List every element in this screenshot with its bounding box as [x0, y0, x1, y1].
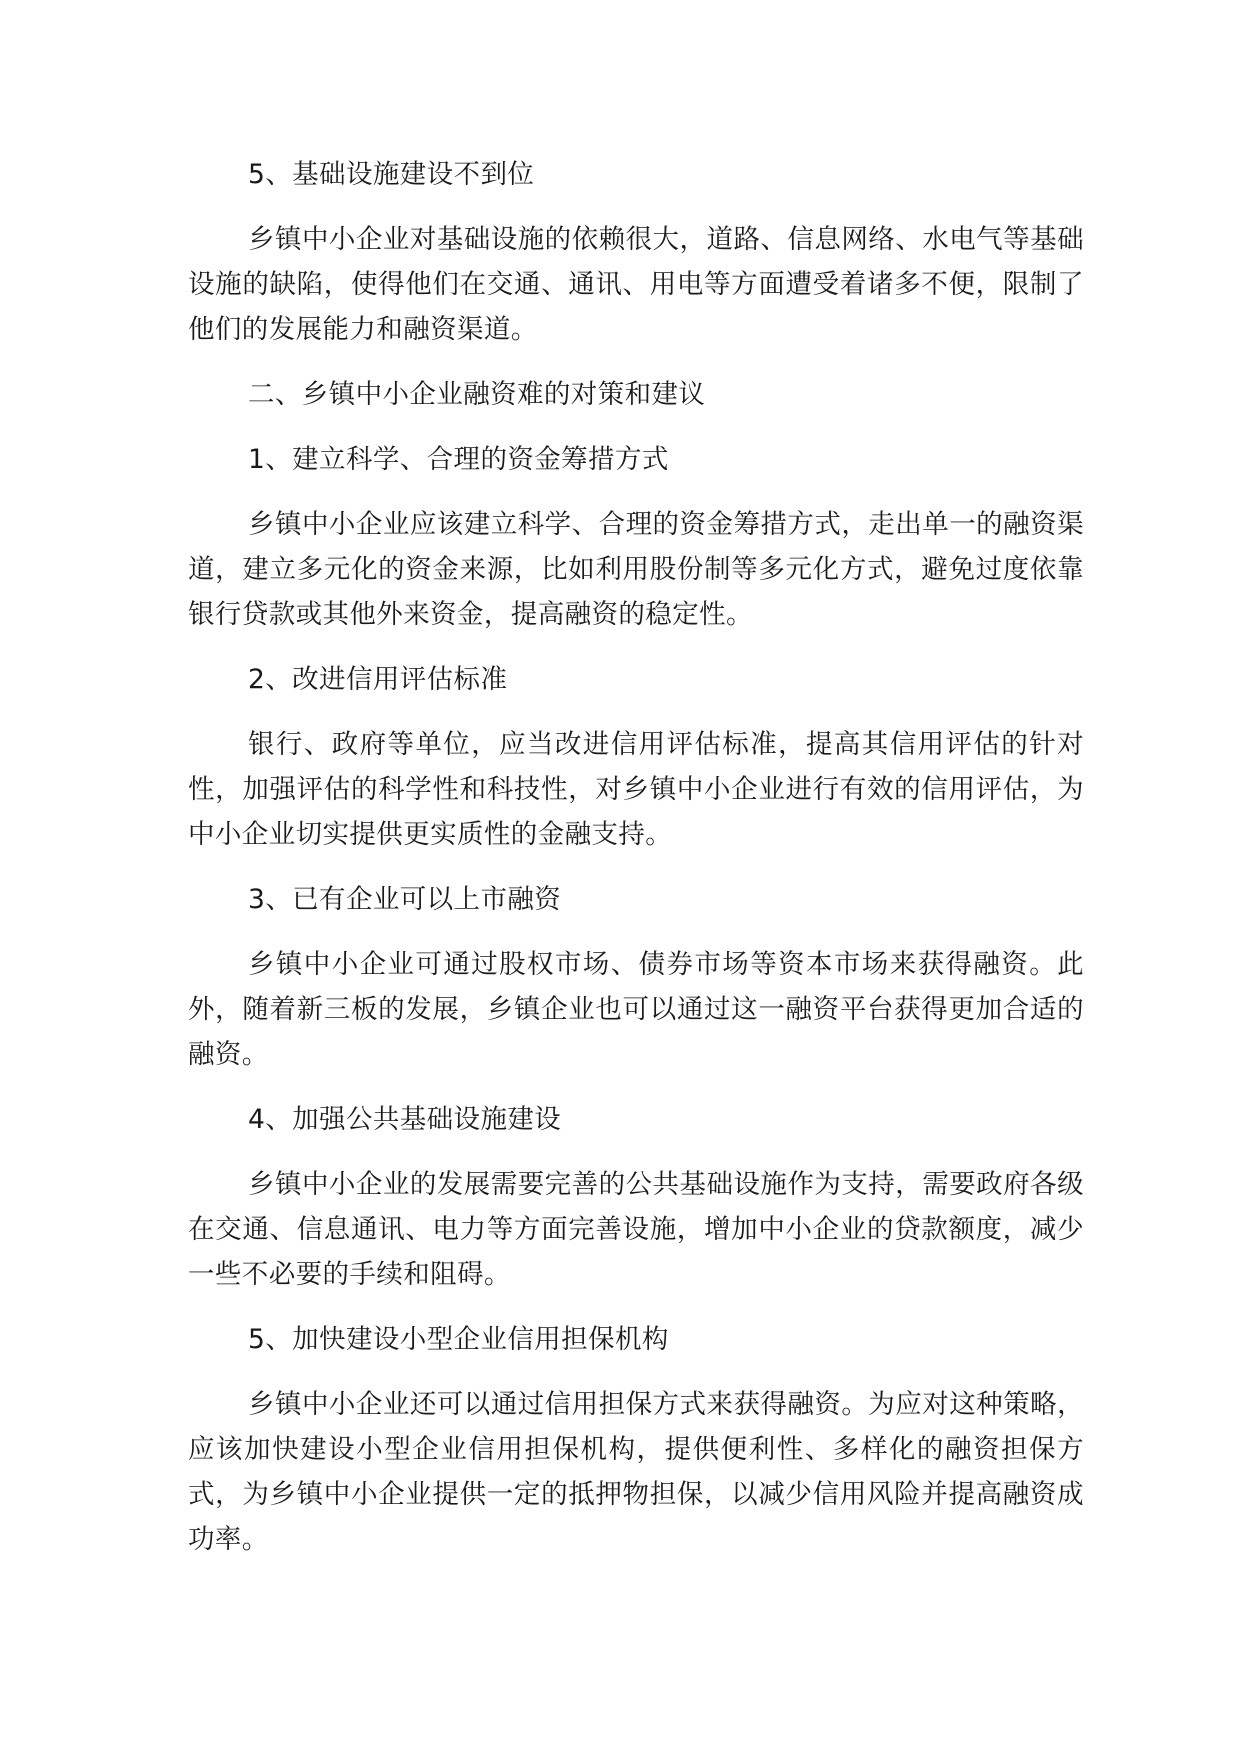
paragraph-funding-methods: 乡镇中小企业应该建立科学、合理的资金筹措方式，走出单一的融资渠道，建立多元化的资金来源，比如利用股份制等多元化方式，避免过度依靠银行贷款或其他外来资金，提高融资的稳定性。	[188, 509, 1084, 630]
section-heading-credit-evaluation: 2、改进信用评估标准	[248, 664, 508, 695]
section-heading-funding-methods: 1、建立科学、合理的资金筹措方式	[248, 444, 669, 475]
chapter-heading-countermeasures: 二、乡镇中小企业融资难的对策和建议	[248, 379, 706, 410]
paragraph-credit-guarantee: 乡镇中小企业还可以通过信用担保方式来获得融资。为应对这种策略，应该加快建设小型企业信用担保机构，提供便利性、多样化的融资担保方式，为乡镇中小企业提供一定的抵押物担保，以减少信用风险并提高融资成功率。	[188, 1389, 1084, 1555]
paragraph-credit-evaluation: 银行、政府等单位，应当改进信用评估标准，提高其信用评估的针对性，加强评估的科学性和科技性，对乡镇中小企业进行有效的信用评估，为中小企业切实提供更实质性的金融支持。	[188, 729, 1084, 850]
section-heading-listing-financing: 3、已有企业可以上市融资	[248, 884, 562, 915]
paragraph-listing-financing: 乡镇中小企业可通过股权市场、债券市场等资本市场来获得融资。此外，随着新三板的发展，乡镇企业也可以通过这一融资平台获得更加合适的融资。	[188, 949, 1084, 1070]
section-heading-public-infrastructure: 4、加强公共基础设施建设	[248, 1104, 562, 1135]
paragraph-public-infrastructure: 乡镇中小企业的发展需要完善的公共基础设施作为支持，需要政府各级在交通、信息通讯、电力等方面完善设施，增加中小企业的贷款额度，减少一些不必要的手续和阻碍。	[188, 1169, 1084, 1290]
section-heading-credit-guarantee: 5、加快建设小型企业信用担保机构	[248, 1324, 669, 1355]
document-body	[188, 152, 1084, 1562]
paragraph-infrastructure: 乡镇中小企业对基础设施的依赖很大，道路、信息网络、水电气等基础设施的缺陷，使得他们在交通、通讯、用电等方面遭受着诸多不便，限制了他们的发展能力和融资渠道。	[188, 224, 1084, 345]
section-heading-infrastructure: 5、基础设施建设不到位	[248, 159, 535, 190]
